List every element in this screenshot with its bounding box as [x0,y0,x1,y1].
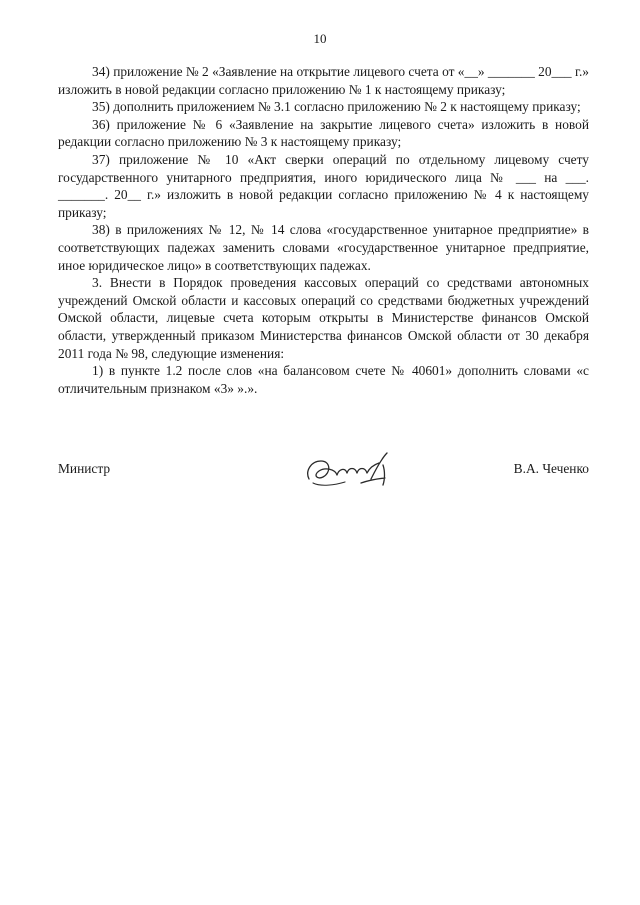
paragraph-item-37: 37) приложение № 10 «Акт сверки операций по отдельному лицевому счету государственного унитарного предприятия, иного юридического лица № ___ на ___. _______. 20__ г.» изложить в новой редакции согласно приложению № 4 к настоящему приказу; [58,151,589,220]
document-body [58,63,589,397]
paragraph-item-36: 36) приложение № 6 «Заявление на закрытие лицевого счета» изложить в новой редакции согласно приложению № 3 к настоящему приказу; [58,116,589,150]
paragraph-subitem-1: 1) в пункте 1.2 после слов «на балансовом счете № 40601» дополнить словами «с отличительным признаком «3» ».». [58,363,589,396]
paragraph-item-34: 34) приложение № 2 «Заявление на открытие лицевого счета от «__» _______ 20___ г.» изложить в новой редакции согласно приложению № 1 к настоящему приказу; [58,64,589,97]
signer-name: В.А. Чеченко [513,461,589,476]
signer-title: Министр [58,461,111,476]
page-number: 10 [313,31,327,46]
signature-block [58,455,589,495]
paragraph-item-38: 38) в приложениях № 12, № 14 слова «государственное унитарное предприятие» в соответствующих падежах заменить словами «государственное унитарное предприятие, иное юридическое лицо» в соответствующих падежах. [58,222,589,273]
paragraph-section-3: 3. Внести в Порядок проведения кассовых операций со средствами автономных учреждений Омской области и кассовых операций со средствами бюджетных учреждений Омской области, лицевые счета которым открыты в Министерстве финансов Омской области, утвержденный приказом Министерства финансов Омской области от 30 декабря 2011 года № 98, следующие изменения: [58,275,589,361]
paragraph-item-35: 35) дополнить приложением № 3.1 согласно приложению № 2 к настоящему приказу; [92,99,581,115]
handwritten-signature [301,449,401,495]
